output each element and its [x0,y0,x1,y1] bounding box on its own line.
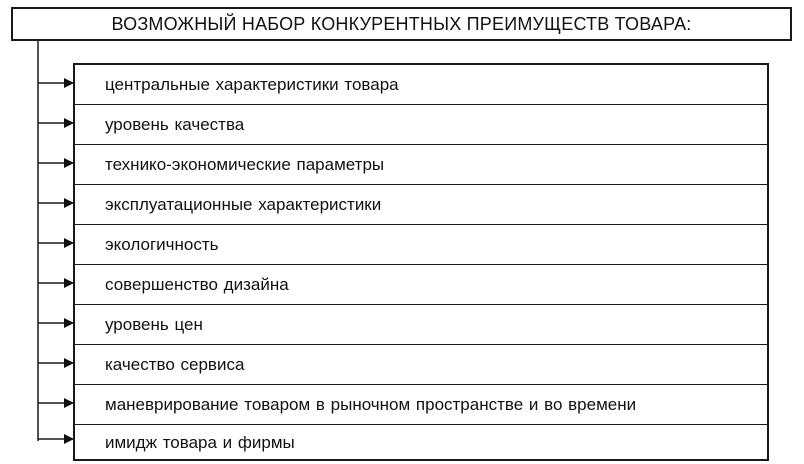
connector-arrows [38,83,73,439]
advantages-list [73,63,769,461]
list-item-3: технико-экономические параметры [105,155,385,174]
list-item-4: эксплуатационные характеристики [105,195,382,214]
list-item-2: уровень качества [105,115,245,134]
list-item-9: маневрирование товаром в рыночном пространстве и во времени [105,395,637,414]
list-item-5: экологичность [105,235,219,254]
list-item-7: уровень цен [105,315,203,334]
list-item-6: совершенство дизайна [105,275,289,294]
list-item-10: имидж товара и фирмы [105,433,295,452]
list-item-1: центральные характеристики товара [105,75,399,94]
diagram-title: ВОЗМОЖНЫЙ НАБОР КОНКУРЕНТНЫХ ПРЕИМУЩЕСТВ ТОВАРА: [111,13,692,34]
list-item-8: качество сервиса [105,355,245,374]
